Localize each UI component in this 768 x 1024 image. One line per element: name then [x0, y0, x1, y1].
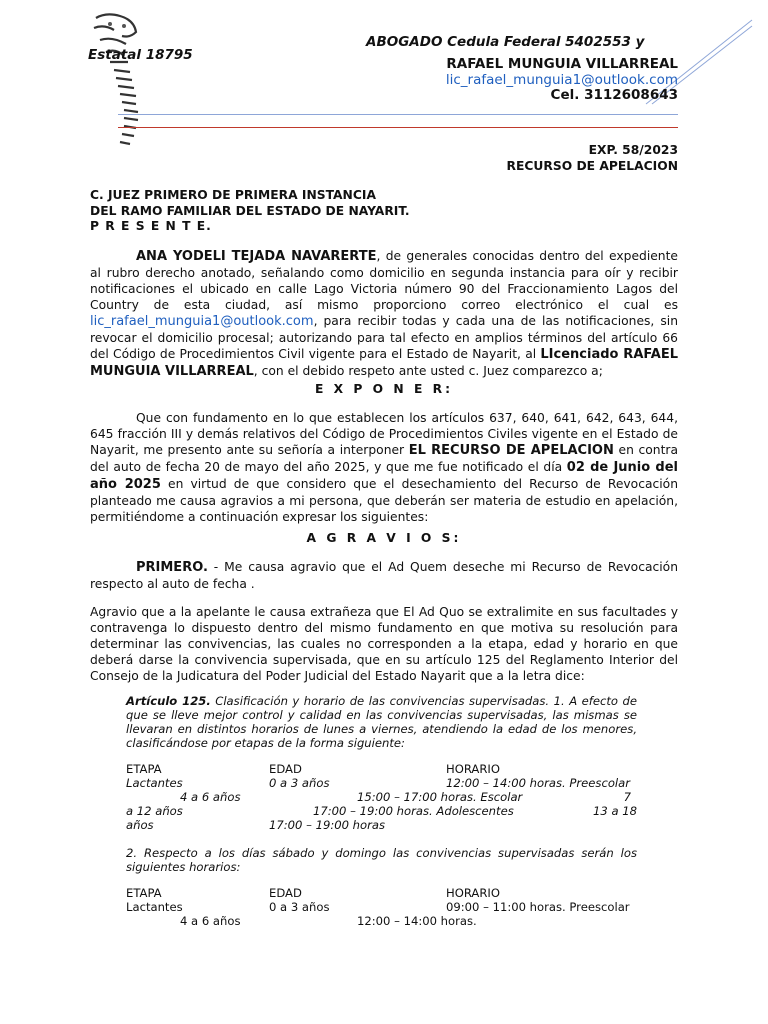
table-header-edad: EDAD: [269, 762, 302, 776]
exp-subject: RECURSO DE APELACION: [506, 159, 678, 173]
header-name: RAFAEL MUNGUIA VILLARREAL: [446, 56, 678, 72]
table-header-etapa: ETAPA: [126, 886, 162, 900]
intro-email-link[interactable]: lic_rafael_munguia1@outlook.com: [90, 314, 314, 329]
primero-paragraph: [90, 559, 678, 592]
table-row: [126, 790, 637, 804]
intro-paragraph: [90, 248, 678, 380]
agravios-heading: A G R A V I O S:: [306, 531, 462, 545]
table-cell: 17:00 – 19:00 horas: [269, 818, 386, 832]
table-header-edad: EDAD: [269, 886, 302, 900]
weekend-paragraph: 2. Respecto a los días sábado y domingo las convivencias supervisadas serán los siguientes horarios:: [126, 846, 637, 874]
table-row: [126, 776, 637, 790]
table-cell: 0 a 3 años: [269, 776, 330, 790]
addressee-line1: C. JUEZ PRIMERO DE PRIMERA INSTANCIA: [90, 188, 376, 202]
header-line2: Estatal 18795: [88, 47, 193, 63]
table-cell: 12:00 – 14:00 horas. Preescolar: [446, 776, 631, 790]
table-row: [126, 804, 637, 818]
table-cell: Lactantes: [126, 900, 183, 914]
intro-lawyer: LIcenciado RAFAEL MUNGUIA VILLARREAL: [90, 347, 678, 379]
header-phone: Cel. 3112608643: [550, 87, 678, 103]
primero-label: PRIMERO.: [136, 560, 208, 575]
intro-text1: , de generales conocidas dentro del expediente al rubro derecho anotado, señalando como domicilio en segunda instancia para oír y recibir notificaciones el ubicado en calle Lago Victoria número 90 del Fraccionamiento Lagos del Country de esta ciudad, así mismo proporciono correo electrónico el cual es: [90, 249, 678, 312]
table-cell: Lactantes: [126, 776, 183, 790]
exponer-paragraph: [90, 410, 678, 525]
agravio-paragraph: Agravio que a la apelante le causa extrañeza que El Ad Quo se extralimite en sus facultades y contravenga lo dispuesto dentro del mismo fundamento en que motiva su resolución para determinar las convivencias, las cuales no corresponden a la etapa, edad y horario en que deberá darse la convivencia supervisada, que en su artículo 125 del Reglamento Interior del Consejo de la Judicatura del Poder Judicial del Estado Nayarit que a la letra dice:: [90, 605, 678, 683]
table-row: [126, 818, 637, 832]
table-cell: 12:00 – 14:00 horas.: [357, 914, 477, 928]
article-125-text: Clasificación y horario de las convivencias supervisadas. 1. A efecto de que se lleve mejor control y calidad en las convivencias supervisadas, las mismas se llevaran en distintos horarios de lunes a viernes, atendiendo la edad de los menores, clasificándose por etapas de la forma siguiente:: [126, 694, 637, 750]
schedule-table-weekdays: [126, 762, 637, 832]
table-cell: 7: [623, 790, 631, 804]
primero-text: - Me causa agravio que el Ad Quem deseche mi Recurso de Revocación respecto al auto de fecha .: [90, 560, 678, 591]
article-125-title: Artículo 125.: [126, 694, 211, 708]
intro-text2: , para recibir todas y cada una de las notificaciones, sin revocar el domicilio procesal; autorizando para tal efecto en amplios términos del artículo 66 del Código de Procedimientos Civil vigente para el Estado de Nayarit, al: [90, 314, 678, 361]
table-header-row: [126, 762, 637, 776]
table-row: [126, 914, 637, 928]
table-header-horario: HORARIO: [446, 762, 500, 776]
tiger-logo-icon: [86, 8, 144, 150]
exponer-fecha: 02 de Junio del año 2025: [90, 460, 678, 492]
header-rule-red: [118, 127, 678, 128]
intro-name: ANA YODELI TEJADA NAVARERTE: [136, 249, 377, 264]
exponer-recurso: EL RECURSO DE APELACION: [408, 443, 614, 458]
addressee-line3: P R E S E N T E.: [90, 219, 212, 233]
table-cell: 09:00 – 11:00 horas. Preescolar: [446, 900, 630, 914]
table-cell: 15:00 – 17:00 horas. Escolar: [357, 790, 523, 804]
table-cell: 13 a 18: [593, 804, 637, 818]
addressee-line2: DEL RAMO FAMILIAR DEL ESTADO DE NAYARIT.: [90, 204, 410, 218]
exponer-text2: en contra del auto de fecha 20 de mayo del año 2025, y que me fue notificado el día: [90, 443, 678, 474]
table-cell: 0 a 3 años: [269, 900, 330, 914]
exponer-text1: Que con fundamento en lo que establecen los artículos 637, 640, 641, 642, 643, 644, 645 fracción III y demás relativos del Código de Procedimientos Civiles vigente en el Estado de Nayarit, me presento ante su señoría a interponer: [90, 411, 678, 457]
exponer-text3: en virtud de que considero que el desechamiento del Recurso de Revocación planteado me causa agravios a mi persona, que deberán ser materia de estudio en apelación, permitiéndome a continuación expresar los siguientes:: [90, 477, 678, 524]
table-cell: años: [126, 818, 154, 832]
table-header-row: [126, 886, 637, 900]
table-cell: 4 a 6 años: [180, 790, 241, 804]
intro-text3: , con el debido respeto ante usted c. Juez comparezco a;: [253, 364, 603, 378]
exponer-heading: E X P O N E R:: [314, 382, 454, 396]
exp-number: EXP. 58/2023: [588, 143, 678, 157]
table-header-etapa: ETAPA: [126, 762, 162, 776]
header-rule-blue: [118, 114, 678, 115]
table-header-horario: HORARIO: [446, 886, 500, 900]
header-email[interactable]: lic_rafael_munguia1@outlook.com: [445, 72, 678, 88]
header-line1: ABOGADO Cedula Federal 5402553 y: [366, 34, 645, 50]
table-row: [126, 900, 637, 914]
table-cell: 4 a 6 años: [180, 914, 241, 928]
table-cell: a 12 años: [126, 804, 183, 818]
article-125-paragraph: [126, 694, 637, 750]
schedule-table-weekend: [126, 886, 637, 928]
table-cell: 17:00 – 19:00 horas. Adolescentes: [313, 804, 514, 818]
